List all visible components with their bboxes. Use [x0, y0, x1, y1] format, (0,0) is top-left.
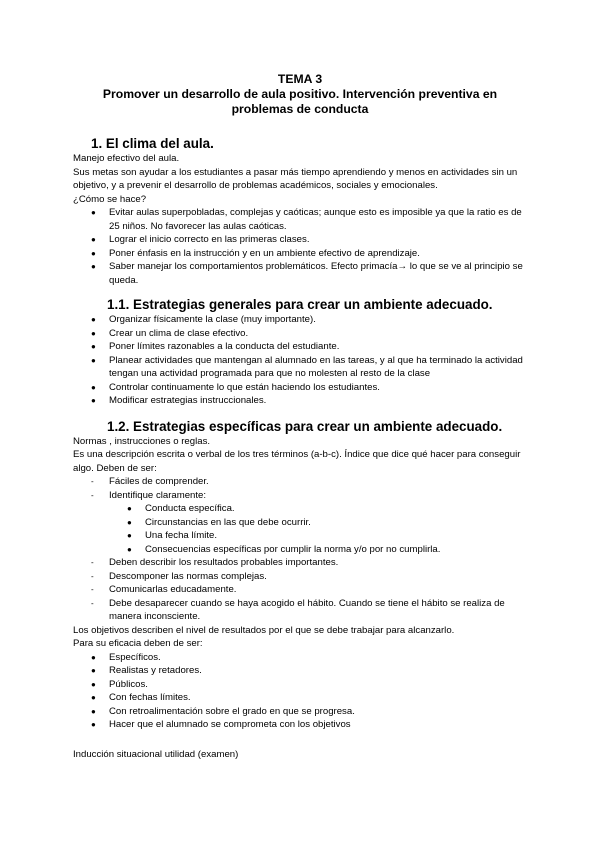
list-item: ● Realistas y retadores. — [91, 665, 202, 676]
bullet-icon: ● — [127, 517, 132, 527]
bullet-icon: ● — [91, 679, 96, 689]
bullet-icon: ● — [91, 396, 96, 405]
list-item: ● Circunstancias en las que debe ocurrir. — [127, 516, 311, 528]
list-item: ● Con retroalimentación sobre el grado en que se progresa. — [91, 705, 355, 717]
bullet-icon: ● — [91, 328, 96, 338]
dash-icon: - — [91, 477, 94, 486]
list-item: ● Lograr el inicio correcto en las primeras clases. — [91, 234, 310, 245]
list-item: ● Hacer que el alumnado se comprometa con los objetivos — [91, 719, 351, 730]
document-title — [0, 72, 600, 117]
dash-icon: - — [91, 598, 94, 608]
list-item: ● Específicos. — [91, 651, 161, 663]
list-item: - Fáciles de comprender. — [91, 476, 209, 487]
bullet-icon: ● — [91, 382, 96, 392]
list-item: ● Modificar estrategias instruccionales. — [91, 395, 267, 406]
list-item: ● Planear actividades que mantengan al alumnado en las tareas, y al que ha terminado la actividad tengan una actividad programada para que no molesten al resto de la clase — [91, 354, 523, 379]
list-item: ● Crear un clima de clase efectivo. — [91, 327, 249, 339]
list-item: ● Con fechas límites. — [91, 692, 191, 703]
bullet-icon: ● — [91, 693, 96, 702]
section-1-2-description: Es una descripción escrita o verbal de los tres términos (a-b-c). Índice que dice qué hacer para conseguir algo. Deben de ser: — [73, 449, 521, 474]
list-item: - Deben describir los resultados probables importantes. — [91, 557, 339, 568]
dash-icon: - — [91, 585, 94, 594]
bullet-icon: ● — [91, 706, 96, 716]
objectives-text: Los objetivos describen el nivel de resultados por el que se debe trabajar para alcanzarlo. — [73, 624, 455, 636]
bullet-icon: ● — [91, 248, 96, 258]
dash-icon: - — [91, 558, 94, 567]
list-item: ● Evitar aulas superpobladas, complejas y caóticas; aunque esto es imposible ya que la ratio es de 25 niños. No favorecer las aulas caóticas. — [91, 207, 522, 232]
efficacy-label: Para su eficacia deben de ser: — [73, 638, 203, 649]
list-item: ● Una fecha límite. — [127, 530, 217, 541]
footer-note: Inducción situacional utilidad (examen) — [73, 748, 239, 760]
title-line-3: problemas de conducta — [231, 102, 369, 116]
title-line-1: TEMA 3 — [277, 72, 323, 86]
bullet-icon: ● — [91, 720, 96, 729]
bullet-icon: ● — [127, 531, 132, 540]
list-item: - Comunicarlas educadamente. — [91, 584, 237, 595]
list-item: - Identifique claramente: — [91, 489, 207, 501]
list-item: - Debe desaparecer cuando se haya acogido el hábito. Cuando se tiene el hábito se realiza de manera inconsciente. — [91, 597, 505, 622]
list-item: ● Públicos. — [91, 678, 148, 690]
list-item: ● Poner límites razonables a la conducta del estudiante. — [91, 341, 340, 352]
rules-dash-list-b — [0, 556, 600, 624]
bullet-icon: ● — [127, 544, 132, 554]
rules-sub-bullet-list — [0, 502, 600, 556]
efficacy-bullet-list — [0, 651, 600, 732]
bullet-icon: ● — [91, 666, 96, 675]
bullet-icon: ● — [91, 208, 96, 217]
section-1-heading: 1. El clima del aula. — [91, 136, 214, 151]
section-1-intro-label: Manejo efectivo del aula. — [73, 153, 180, 164]
list-item: ● Organizar físicamente la clase (muy importante). — [91, 314, 316, 325]
dash-icon: - — [91, 571, 94, 581]
bullet-icon: ● — [91, 342, 96, 351]
section-1-2-label: Normas , instrucciones o reglas. — [73, 435, 211, 447]
section-1-1-bullet-list — [0, 313, 600, 408]
section-1-question: ¿Cómo se hace? — [73, 193, 147, 205]
rules-dash-list-a — [0, 475, 600, 502]
title-line-2: Promover un desarrollo de aula positivo. Intervención preventiva en — [102, 87, 498, 101]
dash-icon: - — [91, 490, 94, 500]
list-item: ● Consecuencias específicas por cumplir la norma y/o por no cumplirla. — [127, 543, 441, 555]
bullet-icon: ● — [91, 652, 96, 662]
bullet-icon: ● — [91, 262, 96, 271]
section-1-2-heading: 1.2. Estrategias específicas para crear un ambiente adecuado. — [107, 418, 503, 434]
bullet-icon: ● — [91, 315, 96, 324]
bullet-icon: ● — [91, 235, 96, 244]
section-1-1-heading: 1.1. Estrategias generales para crear un ambiente adecuado. — [107, 297, 493, 312]
list-item: - Descomponer las normas complejas. — [91, 570, 267, 582]
section-1-intro-text: Sus metas son ayudar a los estudiantes a pasar más tiempo aprendiendo y menos en actividades sin un objetivo, y a prevenir el desarrollo de problemas académicos, sociales y emocionales. — [73, 166, 518, 191]
bullet-icon: ● — [91, 355, 96, 365]
list-item: ● Poner énfasis en la instrucción y en un ambiente efectivo de aprendizaje. — [91, 247, 420, 259]
section-1-bullet-list — [0, 206, 600, 287]
bullet-icon: ● — [127, 504, 132, 513]
list-item: ● Saber manejar los comportamientos problemáticos. Efecto primacía→ lo que se ve al principio se queda. — [91, 261, 523, 286]
list-item: ● Controlar continuamente lo que están haciendo los estudiantes. — [91, 381, 380, 393]
list-item: ● Conducta específica. — [127, 503, 235, 514]
